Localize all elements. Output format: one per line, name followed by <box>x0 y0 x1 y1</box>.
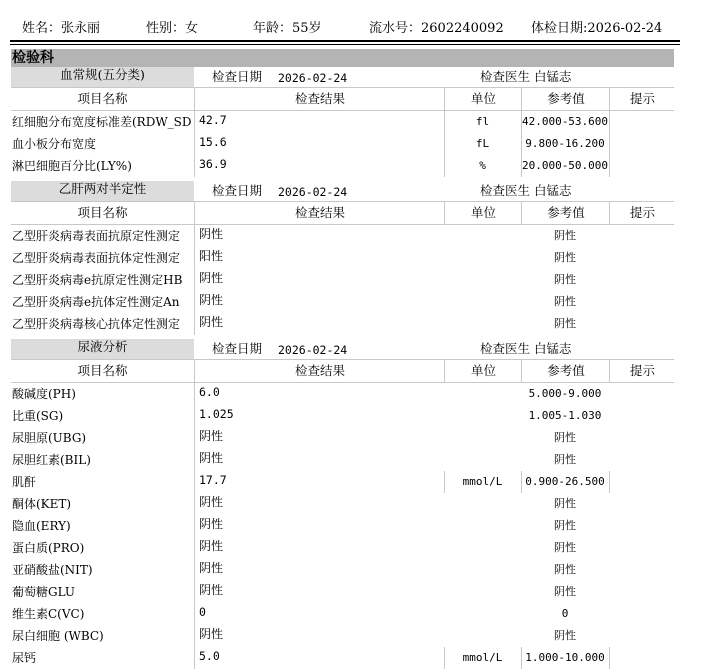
item-result: 阳性 <box>199 249 224 263</box>
cell-divider <box>444 471 445 493</box>
col-result: 检查结果 <box>194 360 445 382</box>
item-reference: 阴性 <box>554 629 576 642</box>
item-hint <box>609 405 674 427</box>
item-reference: 阴性 <box>554 541 576 554</box>
check-date-label: 检查日期 <box>212 69 263 84</box>
report-section <box>11 181 674 335</box>
table-row <box>11 133 674 155</box>
item-unit: % <box>479 159 486 172</box>
report-section <box>11 67 674 177</box>
item-reference: 阴性 <box>554 497 576 510</box>
col-unit: 单位 <box>444 202 522 224</box>
item-unit <box>444 515 521 537</box>
item-name: 尿钙 <box>12 651 37 665</box>
item-reference: 5.000-9.000 <box>528 387 602 400</box>
check-doctor: 检查医生 白锰志 <box>480 69 572 84</box>
item-result: 阴性 <box>199 429 224 443</box>
check-date-label: 检查日期 <box>212 183 263 198</box>
item-unit <box>444 427 521 449</box>
table-row <box>11 111 674 133</box>
item-result: 6.0 <box>199 385 220 399</box>
cell-divider <box>194 427 195 449</box>
item-result: 阴性 <box>199 627 224 641</box>
cell-divider <box>194 405 195 427</box>
item-unit <box>444 625 521 647</box>
table-row <box>11 471 674 493</box>
result-rows <box>11 225 674 335</box>
cell-divider <box>521 471 522 493</box>
item-result: 17.7 <box>199 473 227 487</box>
cell-divider <box>609 155 610 177</box>
item-result: 阴性 <box>199 561 224 575</box>
item-name: 葡萄糖GLU <box>12 585 76 599</box>
col-hint: 提示 <box>609 202 675 224</box>
item-unit <box>444 383 521 405</box>
item-result: 5.0 <box>199 649 220 663</box>
patient-header <box>0 17 723 37</box>
exam-date: 体检日期:2026-02-24 <box>531 21 663 36</box>
table-row <box>11 247 674 269</box>
item-reference: 阴性 <box>554 229 576 242</box>
item-result: 1.025 <box>199 407 234 421</box>
item-unit: fL <box>475 137 490 150</box>
table-row <box>11 427 674 449</box>
cell-divider <box>194 581 195 603</box>
item-result: 阴性 <box>199 517 224 531</box>
col-item-name: 项目名称 <box>77 91 128 106</box>
col-reference: 参考值 <box>521 202 610 224</box>
serial-number: 流水号：2602240092 <box>369 21 504 36</box>
item-name: 酸碱度(PH) <box>12 387 76 401</box>
item-name: 乙型肝炎病毒表面抗体定性测定 <box>12 251 181 265</box>
item-reference: 阴性 <box>554 563 576 576</box>
column-header-row <box>11 359 674 383</box>
table-row <box>11 493 674 515</box>
item-name: 尿胆原(UBG) <box>12 431 87 445</box>
patient-age: 年龄：55岁 <box>253 21 322 36</box>
cell-divider <box>194 537 195 559</box>
col-item-name: 项目名称 <box>77 205 128 220</box>
item-reference: 1.000-10.000 <box>525 651 605 664</box>
item-hint <box>609 581 674 603</box>
item-unit: fl <box>475 115 490 128</box>
cell-divider <box>194 559 195 581</box>
item-result: 36.9 <box>199 157 227 171</box>
check-date: 2026-02-24 <box>278 71 348 85</box>
cell-divider <box>194 603 195 625</box>
cell-divider <box>194 247 195 269</box>
item-result: 阴性 <box>199 315 224 329</box>
item-reference: 阴性 <box>554 317 576 330</box>
col-result: 检查结果 <box>194 88 445 110</box>
item-hint <box>609 133 674 155</box>
item-unit <box>444 291 521 313</box>
item-unit: mmol/L <box>462 651 503 664</box>
table-row <box>11 291 674 313</box>
col-unit: 单位 <box>444 360 522 382</box>
check-date: 2026-02-24 <box>278 343 348 357</box>
table-row <box>11 625 674 647</box>
cell-divider <box>609 647 610 669</box>
cell-divider <box>194 383 195 405</box>
item-result: 阴性 <box>199 227 224 241</box>
table-row <box>11 603 674 625</box>
table-row <box>11 559 674 581</box>
cell-divider <box>609 471 610 493</box>
item-result: 阴性 <box>199 293 224 307</box>
cell-divider <box>194 449 195 471</box>
cell-divider <box>194 515 195 537</box>
check-date: 2026-02-24 <box>278 185 348 199</box>
patient-name: 姓名：张永丽 <box>22 21 101 36</box>
item-name: 亚硝酸盐(NIT) <box>12 563 93 577</box>
cell-divider <box>444 133 445 155</box>
item-unit: mmol/L <box>462 475 503 488</box>
cell-divider <box>194 471 195 493</box>
cell-divider <box>521 133 522 155</box>
item-result: 阴性 <box>199 451 224 465</box>
item-hint <box>609 493 674 515</box>
item-hint <box>609 247 674 269</box>
check-doctor: 检查医生 白锰志 <box>480 341 572 356</box>
item-hint <box>609 291 674 313</box>
item-unit <box>444 247 521 269</box>
cell-divider <box>194 111 195 133</box>
item-name: 肌酐 <box>12 475 37 489</box>
table-row <box>11 449 674 471</box>
cell-divider <box>444 155 445 177</box>
item-hint <box>609 269 674 291</box>
item-name: 酮体(KET) <box>12 497 72 511</box>
check-doctor: 检查医生 白锰志 <box>480 183 572 198</box>
col-result: 检查结果 <box>194 202 445 224</box>
item-reference: 9.800-16.200 <box>525 137 605 150</box>
item-reference: 0.900-26.500 <box>525 475 605 488</box>
col-reference: 参考值 <box>521 360 610 382</box>
cell-divider <box>194 493 195 515</box>
cell-divider <box>194 155 195 177</box>
cell-divider <box>521 111 522 133</box>
item-hint <box>609 647 674 669</box>
section-header <box>11 67 674 87</box>
col-unit: 单位 <box>444 88 522 110</box>
item-hint <box>609 603 674 625</box>
item-name: 乙型肝炎病毒e抗原定性测定HB <box>12 273 183 287</box>
item-name: 乙型肝炎病毒核心抗体定性测定 <box>12 317 181 331</box>
item-reference: 阴性 <box>554 273 576 286</box>
item-reference: 20.000-50.000 <box>521 159 609 172</box>
item-hint <box>609 449 674 471</box>
item-hint <box>609 383 674 405</box>
table-row <box>11 225 674 247</box>
cell-divider <box>521 647 522 669</box>
item-hint <box>609 471 674 493</box>
column-header-row <box>11 87 674 111</box>
col-hint: 提示 <box>609 88 675 110</box>
table-row <box>11 405 674 427</box>
item-reference: 阴性 <box>554 585 576 598</box>
check-date-label: 检查日期 <box>212 341 263 356</box>
item-name: 乙型肝炎病毒表面抗原定性测定 <box>12 229 181 243</box>
column-header-row <box>11 201 674 225</box>
table-row <box>11 647 674 669</box>
patient-gender: 性别：女 <box>146 21 199 36</box>
item-hint <box>609 111 674 133</box>
item-reference: 阴性 <box>554 251 576 264</box>
item-hint <box>609 427 674 449</box>
item-name: 血小板分布宽度 <box>12 137 97 151</box>
item-hint <box>609 625 674 647</box>
section-title: 血常规(五分类) <box>11 67 194 87</box>
item-unit <box>444 559 521 581</box>
header-rule <box>10 40 680 42</box>
item-reference: 阴性 <box>554 431 576 444</box>
item-reference: 阴性 <box>554 519 576 532</box>
table-row <box>11 313 674 335</box>
item-hint <box>609 559 674 581</box>
item-reference: 42.000-53.600 <box>521 115 609 128</box>
item-hint <box>609 225 674 247</box>
col-reference: 参考值 <box>521 88 610 110</box>
table-row <box>11 537 674 559</box>
section-title: 尿液分析 <box>11 339 194 359</box>
item-reference: 阴性 <box>554 453 576 466</box>
cell-divider <box>444 111 445 133</box>
section-header <box>11 339 674 359</box>
item-result: 阴性 <box>199 539 224 553</box>
table-row <box>11 581 674 603</box>
item-hint <box>609 537 674 559</box>
item-result: 42.7 <box>199 113 227 127</box>
item-hint <box>609 313 674 335</box>
result-rows <box>11 383 674 669</box>
cell-divider <box>521 155 522 177</box>
cell-divider <box>194 225 195 247</box>
item-name: 尿胆红素(BIL) <box>12 453 91 467</box>
section-title: 乙肝两对半定性 <box>11 181 194 201</box>
item-unit <box>444 225 521 247</box>
item-unit <box>444 313 521 335</box>
col-hint: 提示 <box>609 360 675 382</box>
table-row <box>11 515 674 537</box>
header-rule-thin <box>10 44 680 45</box>
item-unit <box>444 405 521 427</box>
item-reference: 阴性 <box>554 295 576 308</box>
item-result: 阴性 <box>199 583 224 597</box>
cell-divider <box>194 269 195 291</box>
item-reference: 1.005-1.030 <box>528 409 602 422</box>
item-name: 乙型肝炎病毒e抗体定性测定An <box>12 295 180 309</box>
table-row <box>11 269 674 291</box>
item-name: 蛋白质(PRO) <box>12 541 85 555</box>
cell-divider <box>194 133 195 155</box>
item-hint <box>609 515 674 537</box>
report-section <box>11 339 674 669</box>
item-result: 0 <box>199 605 206 619</box>
item-reference: 0 <box>561 607 569 620</box>
item-hint <box>609 155 674 177</box>
col-item-name: 项目名称 <box>77 363 128 378</box>
cell-divider <box>194 647 195 669</box>
item-unit <box>444 581 521 603</box>
item-result: 15.6 <box>199 135 227 149</box>
item-unit <box>444 537 521 559</box>
item-unit <box>444 603 521 625</box>
item-name: 比重(SG) <box>12 409 64 423</box>
cell-divider <box>194 291 195 313</box>
cell-divider <box>609 133 610 155</box>
item-name: 红细胞分布宽度标准差(RDW_SD <box>12 115 192 129</box>
department-title: 检验科 <box>11 49 674 67</box>
section-header <box>11 181 674 201</box>
item-result: 阴性 <box>199 495 224 509</box>
cell-divider <box>609 111 610 133</box>
item-unit <box>444 449 521 471</box>
item-name: 淋巴细胞百分比(LY%) <box>12 159 132 173</box>
item-name: 维生素C(VC) <box>12 607 85 621</box>
result-rows <box>11 111 674 177</box>
cell-divider <box>194 313 195 335</box>
item-result: 阴性 <box>199 271 224 285</box>
item-name: 尿白细胞 (WBC) <box>12 629 104 643</box>
table-row <box>11 383 674 405</box>
item-name: 隐血(ERY) <box>12 519 71 533</box>
item-unit <box>444 269 521 291</box>
cell-divider <box>444 647 445 669</box>
table-row <box>11 155 674 177</box>
cell-divider <box>194 625 195 647</box>
item-unit <box>444 493 521 515</box>
